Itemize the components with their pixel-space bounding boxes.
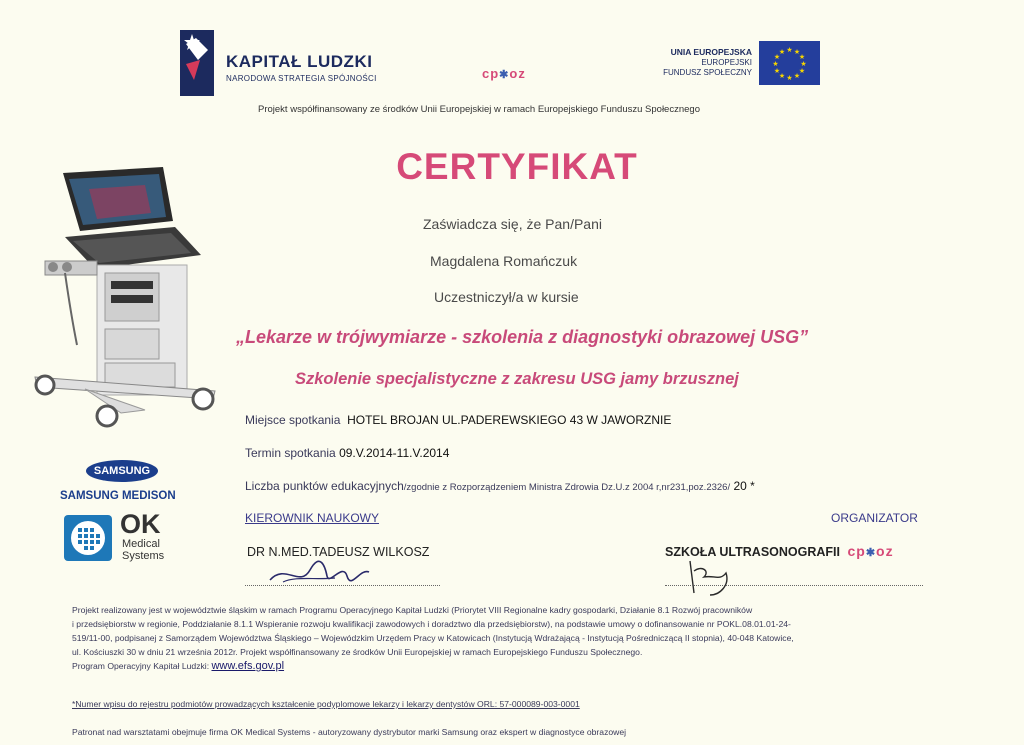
points-note: /zgodnie z Rozporządzeniem Ministra Zdrowia Dz.U.z 2004 r,nr231,poz.2326/ xyxy=(403,482,731,493)
svg-text:★: ★ xyxy=(786,74,793,82)
place-value: HOTEL BROJAN UL.PADEREWSKIEGO 43 W JAWORZNIE xyxy=(347,413,672,427)
eu-flag-icon xyxy=(759,41,820,85)
kapital-ludzki-logo xyxy=(180,30,380,98)
register-note: *Numer wpisu do rejestru podmiotów prowadzących kształcenie podyplomowe lekarzy i lekarzy dentystów ORL: 57-000089-003-0001 xyxy=(72,699,580,709)
certificate-title: CERTYFIKAT xyxy=(396,146,638,187)
eu-text-block xyxy=(640,47,752,78)
kapital-ludzki-subtitle: NARODOWA STRATEGIA SPÓJNOŚCI xyxy=(226,74,377,83)
footer-line-3: 519/11-00, podpisanej z Samorządem Województwa Śląskiego – Wojewódzkim Urzędem Pracy w Katowicach (Instytucją Wdrażającą - Instytucją Pośredniczącą II stopnia), 40-048 Katowice, xyxy=(72,633,794,643)
ok-medical-logo-icon xyxy=(64,515,112,561)
patronage-note: Patronat nad warsztatami obejmuje firma OK Medical Systems - autoryzowany dystrybutor marki Samsung oraz ekspert w diagnostyce obrazowej xyxy=(72,727,627,737)
footer-paragraph xyxy=(72,603,927,673)
cpoz-logo-organizer: cp✱oz xyxy=(847,543,894,559)
cpoz-logo-top: cp✱oz xyxy=(482,66,526,81)
organizer-name: SZKOŁA ULTRASONOGRAFII cp✱oz xyxy=(665,543,894,559)
points-value: 20 * xyxy=(733,479,755,493)
svg-text:★: ★ xyxy=(793,72,801,80)
organizer-label: ORGANIZATOR xyxy=(831,511,918,525)
samsung-logo: SAMSUNG xyxy=(86,460,158,482)
course-title: „Lekarze w trójwymiarze - szkolenia z diagnostyki obrazowej USG” xyxy=(236,327,809,347)
participated-line: Uczestniczył/a w kursie xyxy=(434,289,579,305)
svg-text:★: ★ xyxy=(786,46,793,54)
cpoz-star-icon: ✱ xyxy=(865,547,877,559)
scientific-director-label: KIEROWNIK NAUKOWY xyxy=(245,511,380,525)
ok-systems-label: Systems xyxy=(122,550,165,562)
date-row xyxy=(245,446,449,460)
place-row xyxy=(245,413,671,427)
date-label: Termin spotkania xyxy=(245,446,336,460)
svg-text:★: ★ xyxy=(773,53,781,61)
cofinanced-note: Projekt współfinansowany ze środków Unii Europejskiej w ramach Europejskiego Funduszu Społecznego xyxy=(258,104,700,115)
svg-text:★: ★ xyxy=(773,67,781,75)
points-row xyxy=(245,479,755,493)
kapital-ludzki-title: KAPITAŁ LUDZKI xyxy=(226,52,373,71)
footer-program xyxy=(72,659,927,673)
svg-text:★: ★ xyxy=(798,53,806,61)
svg-text:★: ★ xyxy=(800,60,807,68)
ok-grid-icon xyxy=(64,515,112,561)
eu-line1: UNIA EUROPEJSKA xyxy=(670,47,752,57)
ok-logo-text: OK xyxy=(120,509,161,539)
organizer-signature-icon xyxy=(680,555,740,599)
course-subtitle: Szkolenie specjalistyczne z zakresu USG jamy brzusznej xyxy=(295,370,739,388)
place-label: Miejsce spotkania xyxy=(245,413,341,427)
svg-text:★: ★ xyxy=(778,72,786,80)
eu-line3: FUNDUSZ SPOŁECZNY xyxy=(663,68,752,77)
footer-line-1: Projekt realizowany jest w województwie śląskim w ramach Programu Operacyjnego Kapitał Ludzki (Priorytet VIII Regionalne kadry gospodarki, Działanie 8.1 Rozwój pracowników xyxy=(72,605,753,615)
director-name: DR N.MED.TADEUSZ WILKOSZ xyxy=(247,545,430,559)
attest-line: Zaświadcza się, że Pan/Pani xyxy=(423,216,602,232)
participant-name: Magdalena Romańczuk xyxy=(430,253,578,269)
svg-text:★: ★ xyxy=(778,48,786,56)
program-link[interactable]: www.efs.gov.pl xyxy=(211,660,285,672)
ok-medical-label: Medical xyxy=(122,538,160,550)
kapital-ludzki-emblem-icon xyxy=(180,30,214,96)
program-label: Program Operacyjny Kapitał Ludzki: xyxy=(72,661,210,671)
director-signature-line xyxy=(245,584,440,586)
footer-line-2: i przedsiębiorstw w regionie, Poddziałanie 8.1.1 Wspieranie rozwoju kwalifikacji zawodowych i doradztwo dla przedsiębiorstw), na podstawie umowy o dofinansowanie nr POKL.08.01.01-24- xyxy=(72,619,791,629)
ultrasound-device-icon xyxy=(25,165,225,440)
svg-text:★: ★ xyxy=(793,48,801,56)
cpoz-star-icon: ✱ xyxy=(499,69,510,81)
samsung-medison-label: SAMSUNG MEDISON xyxy=(60,490,176,502)
svg-text:★: ★ xyxy=(798,67,806,75)
points-label: Liczba punktów edukacyjnych xyxy=(245,479,404,493)
footer-line-4: ul. Kościuszki 30 w dniu 21 września 2012r. Projekt współfinansowany ze środków Unii Europejskiej w ramach Europejskiego Funduszu Społecznego. xyxy=(72,647,643,657)
date-value: 09.V.2014-11.V.2014 xyxy=(339,446,450,460)
organizer-signature-line xyxy=(665,584,923,586)
svg-text:★: ★ xyxy=(772,60,779,68)
eu-line2: EUROPEJSKI xyxy=(701,58,752,67)
